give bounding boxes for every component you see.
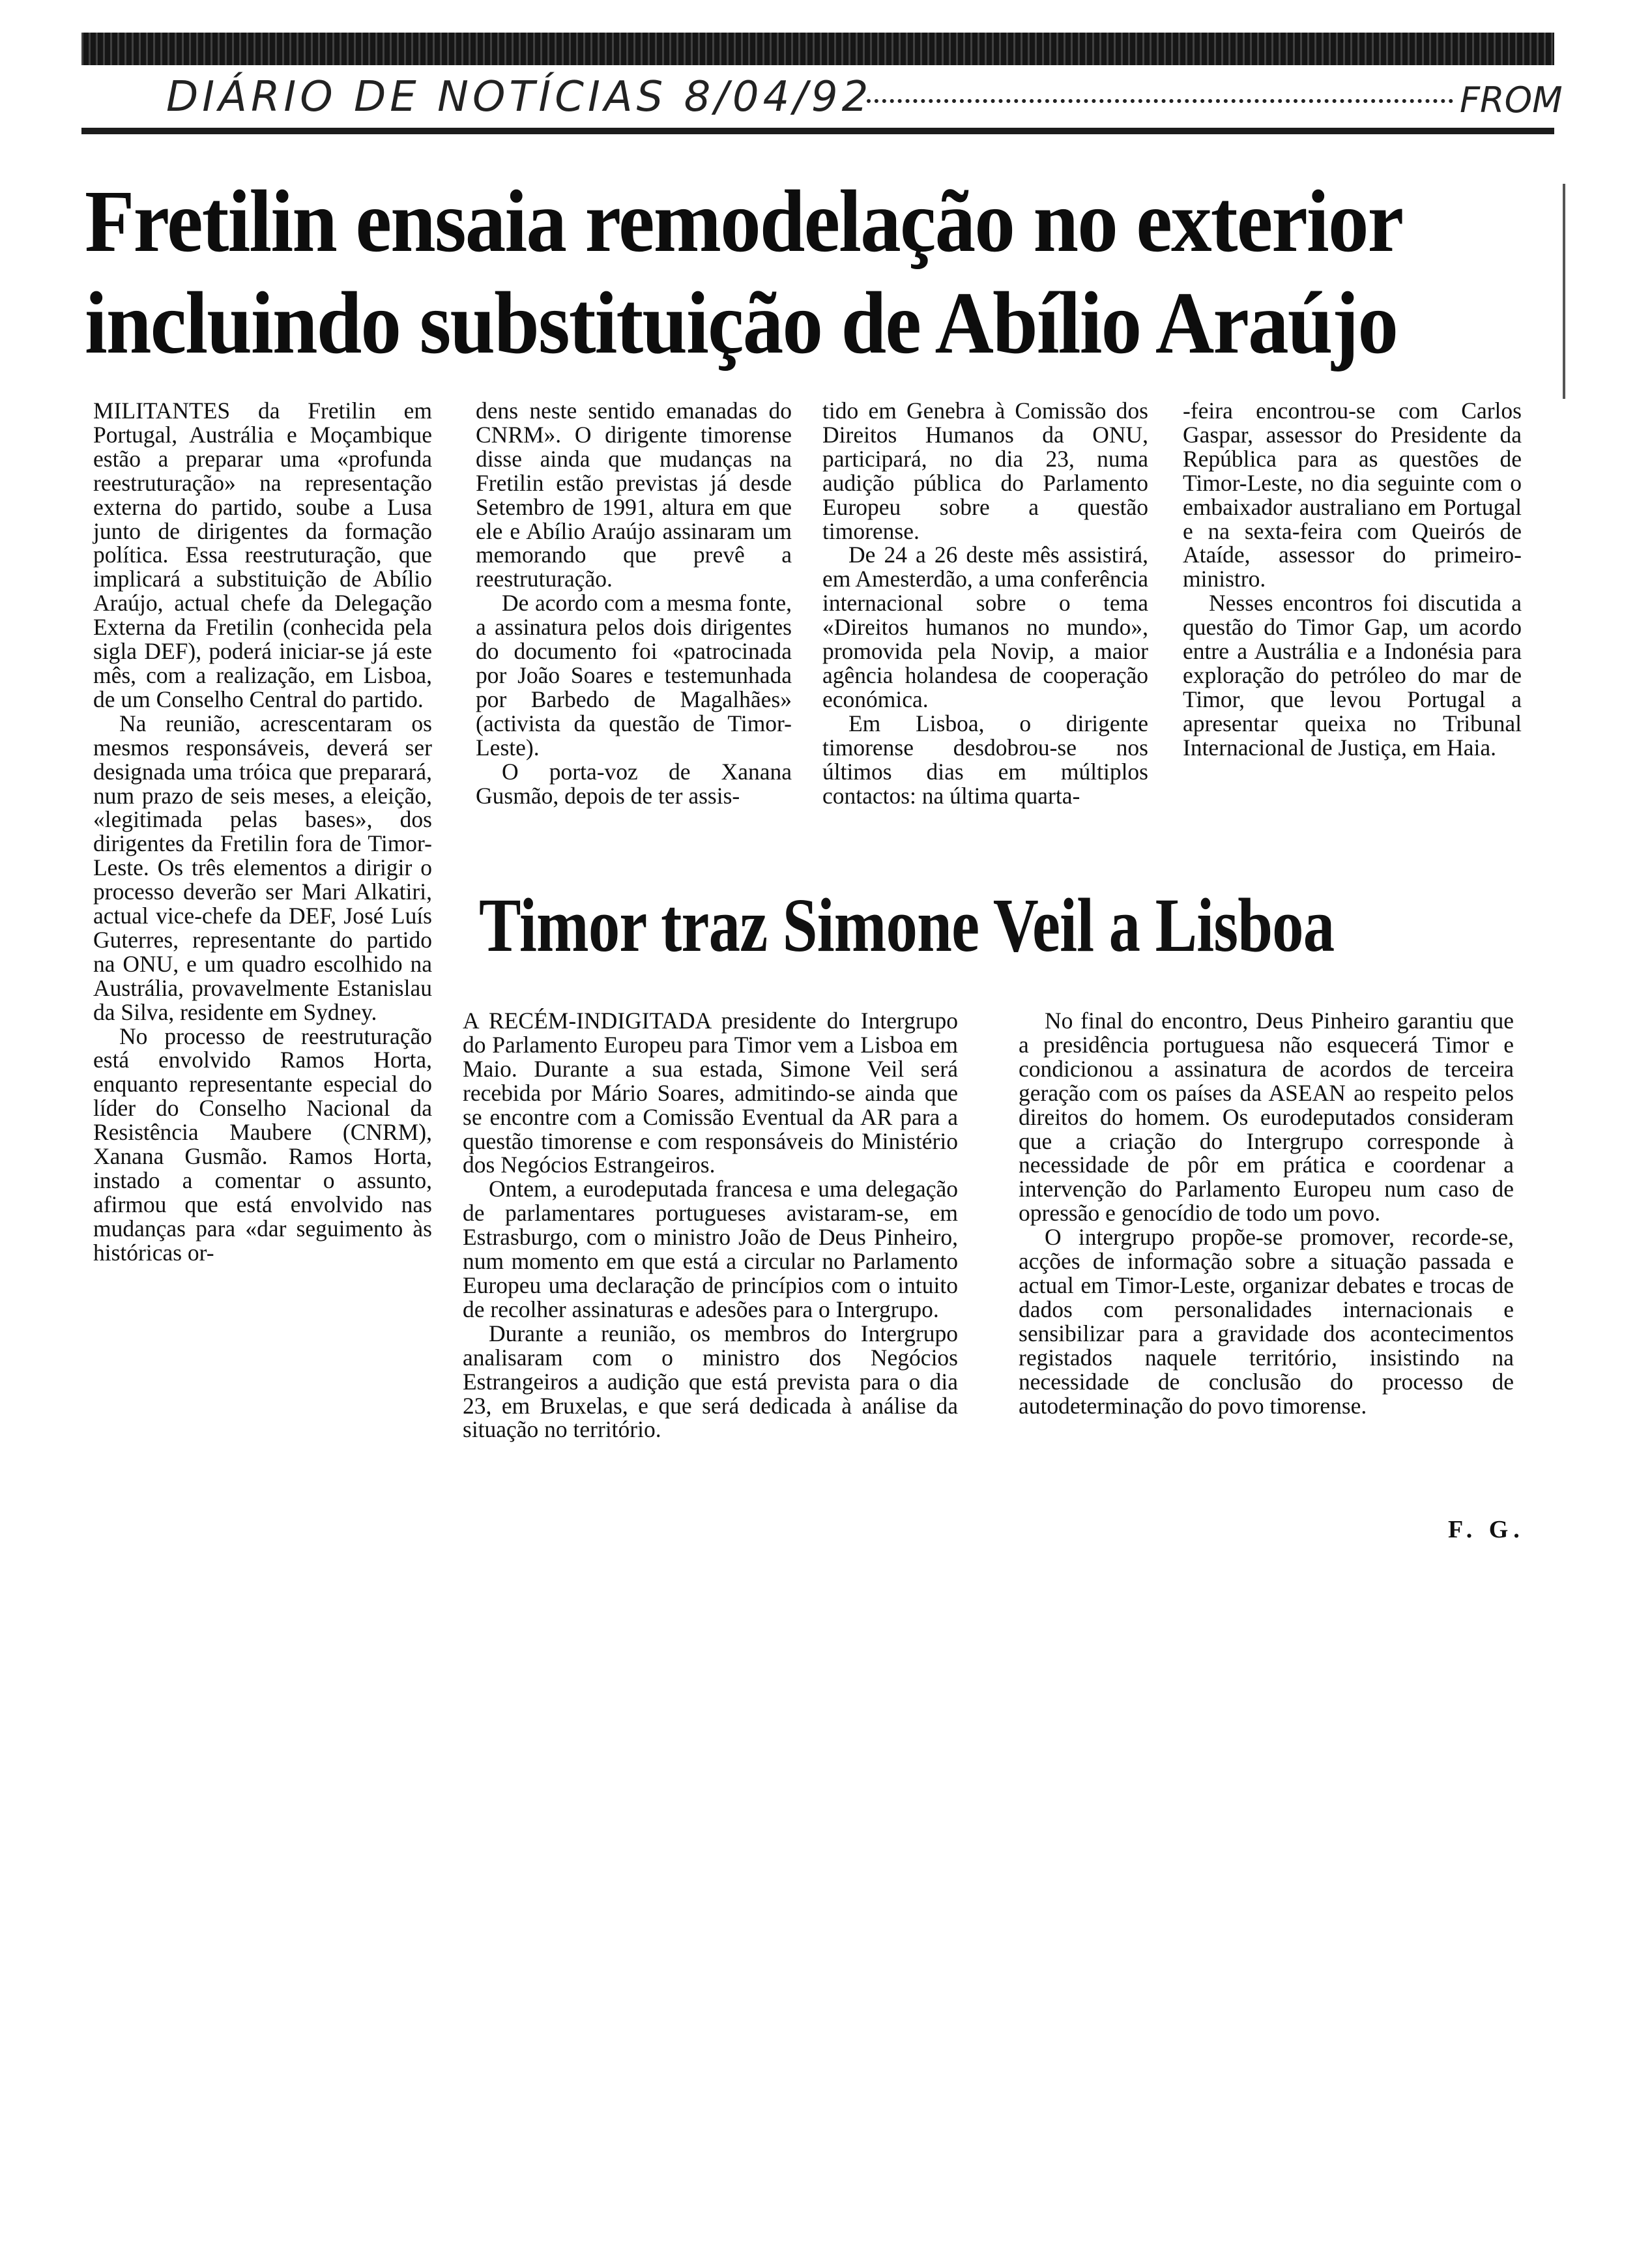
fax-from-label: FROM bbox=[1460, 80, 1563, 121]
article1-col2-para-3: O porta-voz de Xanana Gusmão, depois de ter assis- bbox=[476, 758, 792, 809]
article1-col2-para-1: dens neste sentido emanadas do CNRM». O dirigente timorense disse ainda que mudanças na Fretilin estão previstas já desde Setembro de 1991, altura em que ele e Abílio Araújo assinaram um memorando que prevê a reestruturação. bbox=[476, 398, 792, 592]
article2-column-2 bbox=[1019, 1009, 1514, 1418]
article1-col1-para-1: MILITANTES da Fretilin em Portugal, Austrália e Moçambique estão a preparar uma «profunda reestruturação» na representação externa do partido, soube a Lusa junto de dirigentes da formação política. Essa reestruturação, que implicará a substituição de Abílio Araújo, actual chefe da Delegação Externa da Fretilin (conhecida pela sigla DEF), poderá iniciar-se já este mês, com a realização, em Lisboa, de um Conselho Central do partido. bbox=[93, 398, 432, 712]
article1-col3-para-3: Em Lisboa, o dirigente timorense desdobrou-se nos últimos dias em múltiplos contactos: na última quarta- bbox=[822, 710, 1148, 809]
article1-col4-para-1: -feira encontrou-se com Carlos Gaspar, assessor do Presidente da República para as questões de Timor-Leste, no dia seguinte com o embaixador australiano em Portugal e na sexta-feira com Queirós de Ataíde, assessor do primeiro-ministro. bbox=[1183, 398, 1522, 592]
fax-dotted-line bbox=[867, 99, 1453, 103]
article1-col3-para-2: De 24 a 26 deste mês assistirá, em Amesterdão, a uma conferência internacional sobre o tema «Direitos humanos no mundo», promovida pela Novip, a maior agência holandesa de cooperação económica. bbox=[822, 542, 1148, 712]
handwritten-source-note: DIÁRIO DE NOTÍCIAS 8/04/92 bbox=[166, 73, 873, 121]
article1-column-1 bbox=[93, 399, 432, 1265]
fax-transmission-band bbox=[81, 33, 1554, 65]
header-rule bbox=[81, 128, 1554, 134]
article1-column-2 bbox=[476, 399, 792, 807]
article1-column-3 bbox=[822, 399, 1148, 807]
article1-col2-para-2: De acordo com a mesma fonte, a assinatura pelos dois dirigentes do documento foi «patrocinada por João Soares e testemunhada por Barbedo de Magalhães» (activista da questão de Timor-Leste). bbox=[476, 590, 792, 761]
article1-col1-para-3: No processo de reestruturação está envolvido Ramos Horta, enquanto representante especial do líder do Conselho Nacional da Resistência Maubere (CNRM), Xanana Gusmão. Ramos Horta, instado a comentar o assunto, afirmou que está envolvido nas mudanças para «dar seguimento às históricas or- bbox=[93, 1023, 432, 1266]
article1-headline-line2: incluindo substituição de Abílio Araújo bbox=[85, 274, 1398, 372]
article1-col4-para-2: Nesses encontros foi discutida a questão do Timor Gap, um acordo entre a Austrália e a Indonésia para exploração do petróleo do mar de Timor, que levou Portugal a apresentar queixa no Tribunal Internacional de Justiça, em Haia. bbox=[1183, 590, 1522, 761]
article1-col1-para-2: Na reunião, acrescentaram os mesmos responsáveis, deverá ser designada uma tróica que preparará, num prazo de seis meses, a eleição, «legitimada pelas bases», dos dirigentes da Fretilin fora de Timor-Leste. Os três elementos a dirigir o processo deverão ser Mari Alkatiri, actual vice-chefe da DEF, José Luís Guterres, representante do partido na ONU, e um quadro escolhido na Austrália, provavelmente Estanislau da Silva, residente em Sydney. bbox=[93, 710, 432, 1025]
article1-col3-para-1: tido em Genebra à Comissão dos Direitos Humanos da ONU, participará, no dia 23, numa audição pública do Parlamento Europeu sobre a questão timorense. bbox=[822, 398, 1148, 544]
article2-col1-para-1: A RECÉM-INDIGITADA presidente do Intergrupo do Parlamento Europeu para Timor vem a Lisboa em Maio. Durante a sua estada, Simone Veil será recebida por Mário Soares, admitindo-se ainda que se encontre com a Comissão Eventual da AR para a questão timorense e com responsáveis do Ministério dos Negócios Estrangeiros. bbox=[463, 1008, 958, 1178]
article2-headline: Timor traz Simone Veil a Lisboa bbox=[479, 882, 1335, 968]
right-margin-rule bbox=[1563, 184, 1565, 399]
article2-col1-para-2: Ontem, a eurodeputada francesa e uma delegação de parlamentares portugueses avistaram-se, em Estrasburgo, com o ministro João de Deus Pinheiro, num momento em que está a circular no Parlamento Europeu uma declaração de princípios com o intuito de recolher assinaturas e adesões para o Intergrupo. bbox=[463, 1176, 958, 1322]
article2-column-1 bbox=[463, 1009, 958, 1442]
article2-col2-para-1: No final do encontro, Deus Pinheiro garantiu que a presidência portuguesa não esquecerá Timor e condicionou a assinatura de acordos de terceira geração com os países da ASEAN ao respeito pelos direitos do homem. Os eurodeputados consideram que a criação do Intergrupo corresponde à necessidade de pôr em prática e coordenar a intervenção do Parlamento Europeu num caso de opressão e genocídio de todo um povo. bbox=[1019, 1008, 1514, 1227]
article2-col2-para-2: O intergrupo propõe-se promover, recorde-se, acções de informação sobre a situação passada e actual em Timor-Leste, organizar debates e trocas de dados com personalidades internacionais e sensibilizar para a gravidade dos acontecimentos registados naquele território, insistindo na necessidade de conclusão do processo de autodeterminação do povo timorense. bbox=[1019, 1224, 1514, 1419]
article1-headline-line1: Fretilin ensaia remodelação no exterior bbox=[85, 173, 1403, 270]
article1-column-4 bbox=[1183, 399, 1522, 760]
article2-col1-para-3: Durante a reunião, os membros do Intergrupo analisaram com o ministro dos Negócios Estrangeiros a audição que está prevista para o dia 23, em Bruxelas, e que será dedicada à análise da situação no território. bbox=[463, 1320, 958, 1443]
article2-signature: F. G. bbox=[1448, 1516, 1525, 1543]
